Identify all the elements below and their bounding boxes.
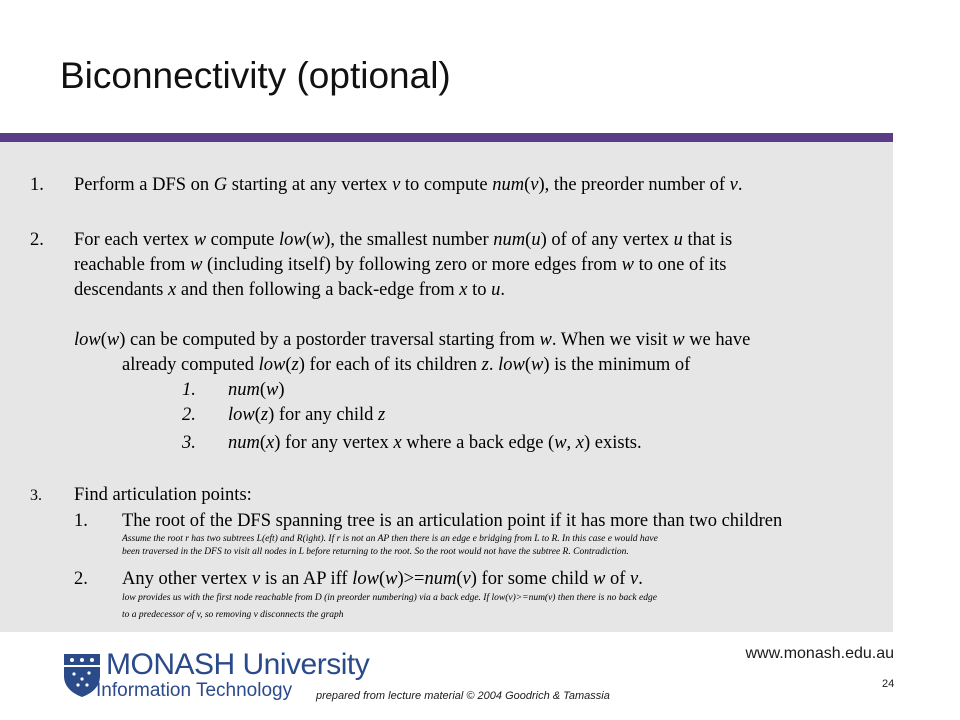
step-1: 1. Perform a DFS on G starting at any vertex v to compute num(v), the preorder number of v. bbox=[30, 175, 743, 195]
low-paragraph-2: already computed low(z) for each of its children z. low(w) is the minimum of bbox=[122, 355, 691, 375]
low-paragraph-1: low(w) can be computed by a postorder traversal starting from w. When we visit w we have bbox=[74, 330, 751, 350]
ap-rule-1-note-line-2: been traversed in the DFS to visit all nodes in L before returning to the root. So the root would not have the subtree R. Contradiction. bbox=[122, 547, 629, 557]
ap-rule-1-note-line-1: Assume the root r has two subtrees L(eft) and R(ight). If r is not an AP then there is an edge e bridging from L to R. In this case e would have bbox=[122, 534, 658, 544]
page-number: 24 bbox=[882, 678, 895, 690]
minimum-option-3: 3. num(x) for any vertex x where a back edge (w, x) exists. bbox=[182, 433, 642, 453]
step-2-cont-1: reachable from w (including itself) by following zero or more edges from w to one of its bbox=[74, 255, 727, 275]
ap-rule-1: 1. The root of the DFS spanning tree is an articulation point if it has more than two children bbox=[74, 511, 783, 531]
credit-line: prepared from lecture material © 2004 Goodrich & Tamassia bbox=[316, 690, 610, 702]
university-name: MONASH University bbox=[106, 648, 370, 681]
website-url[interactable]: www.monash.edu.au bbox=[745, 645, 894, 662]
ap-rule-2-note-line-1: low provides us with the first node reachable from D (in preorder numbering) via a back edge. If low(v)>=num(v) then there is no back edge bbox=[122, 593, 657, 603]
minimum-option-2: 2. low(z) for any child z bbox=[182, 405, 386, 425]
slide-title: Biconnectivity (optional) bbox=[60, 55, 451, 96]
step-2: 2. For each vertex w compute low(w), the smallest number num(u) of of any vertex u that is bbox=[30, 230, 733, 250]
ap-rule-2: 2. Any other vertex v is an AP iff low(w)>=num(v) for some child w of v. bbox=[74, 569, 643, 589]
step-3: 3. Find articulation points: bbox=[30, 485, 252, 505]
content-panel bbox=[0, 142, 893, 632]
ap-rule-2-note-line-2: to a predecessor of v, so removing v disconnects the graph bbox=[122, 610, 344, 620]
accent-bar bbox=[0, 133, 893, 142]
step-2-cont-2: descendants x and then following a back-edge from x to u. bbox=[74, 280, 506, 300]
minimum-option-1: 1. num(w) bbox=[182, 380, 285, 400]
department-name: Information Technology bbox=[96, 680, 293, 701]
